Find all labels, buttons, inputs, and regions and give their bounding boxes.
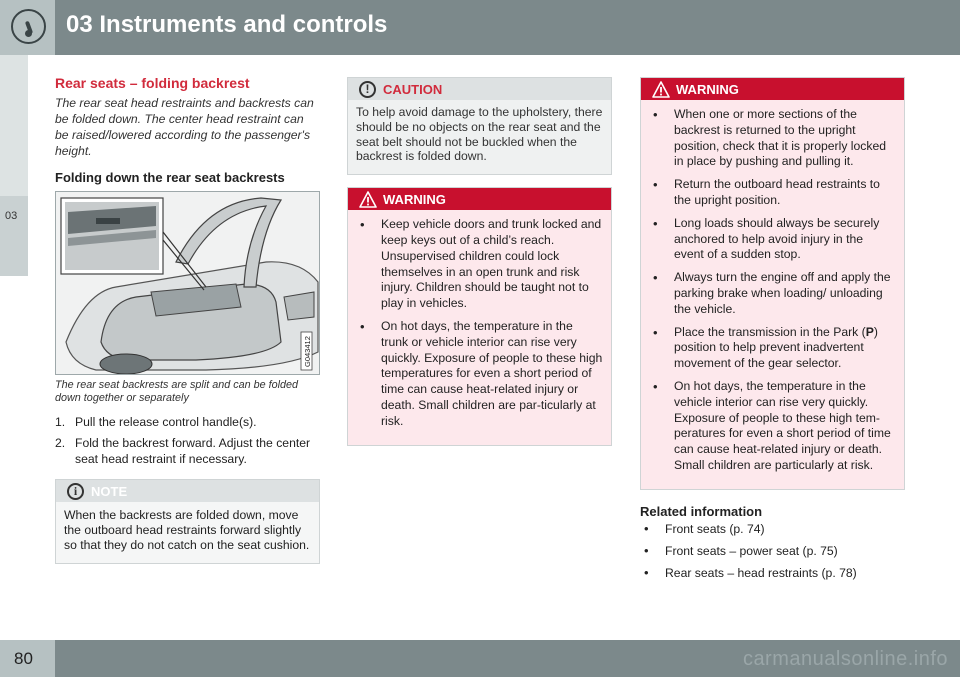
figure-code: G043412	[303, 336, 312, 367]
step-item	[55, 435, 320, 467]
warning-list	[348, 210, 611, 444]
park-gear-label: P	[865, 324, 874, 339]
related-link[interactable]: • Front seats (p. 74)	[640, 521, 905, 537]
caution-label: CAUTION	[383, 82, 443, 97]
page-header	[0, 0, 960, 55]
warning-box	[347, 187, 612, 445]
warning-item: • When one or more sections of the backrest is returned to the upright position, check that it is properly locked in place by pushing and pulling it.	[649, 107, 896, 170]
warning-text: Place the transmission in the Park (	[674, 324, 866, 339]
related-links	[640, 521, 905, 581]
warning-label: WARNING	[676, 82, 739, 97]
step-text: Fold the backrest forward. Adjust the center seat head restraint if necessary.	[75, 436, 311, 466]
info-icon: i	[67, 483, 84, 500]
chapter-icon-box	[0, 0, 55, 55]
warning-item: • Keep vehicle doors and trunk locked and keep keys out of a child’s reach. Unsupervised children could lock themselves in an open trunk and risk injury. Children should be taught not to play in vehicles.	[356, 217, 603, 312]
note-text: When the backrests are folded down, move the outboard head restraints forward slightly so that they do not catch on the seat cushion.	[56, 502, 319, 563]
warning-triangle-icon	[652, 81, 670, 98]
warning-item: • Long loads should always be securely anchored to help avoid injury in the event of a sudden stop.	[649, 216, 896, 263]
warning-item: • Return the outboard head restraints to the upright position.	[649, 177, 896, 209]
warning-list	[641, 100, 904, 489]
related-link[interactable]: • Front seats – power seat (p. 75)	[640, 543, 905, 559]
warning-box	[640, 77, 905, 490]
section-title: Rear seats – folding backrest	[55, 75, 250, 91]
warning-item: • On hot days, the temperature in the vehicle interior can rise very quickly. Exposure of people to these high tem-peratures for even a short period of time can cause heat-related injury or death. Small children are particularly at risk.	[649, 379, 896, 474]
intro-text: The rear seat head restraints and backrests can be folded down. The center head restraint can be raised/lowered according to the passenger's height.	[55, 96, 314, 158]
step-number: 1.	[55, 415, 66, 429]
warning-header	[348, 188, 611, 210]
steps-list	[55, 414, 320, 467]
chapter-tab-label: 03	[5, 210, 18, 222]
warning-item: • On hot days, the temperature in the trunk or vehicle interior can rise very quickly. Exposure of people to these high temperatures for even a short period of time can cause heat-related injury or death. Small children are par-ticularly at risk.	[356, 319, 603, 430]
note-header	[56, 480, 319, 502]
page-number-box	[0, 640, 55, 677]
warning-item: • Always turn the engine off and apply the parking brake when loading/ unloading the vehicle.	[649, 270, 896, 317]
caution-box	[347, 77, 612, 175]
related-info-title: Related information	[640, 503, 763, 519]
column-3	[640, 77, 905, 587]
step-number: 2.	[55, 436, 66, 450]
exclamation-icon: !	[359, 81, 376, 98]
chapter-tab-marker	[0, 196, 28, 276]
warning-text: ) position to help prevent inadvertent movement of the gear selector.	[674, 324, 878, 371]
column-1	[55, 75, 320, 564]
gauge-icon	[11, 9, 46, 44]
figure-caption: The rear seat backrests are split and can be folded down together or separately	[55, 379, 299, 404]
page-number: 80	[14, 649, 33, 668]
watermark: carmanualsonline.info	[742, 648, 948, 670]
step-item	[55, 414, 320, 430]
trunk-illustration	[55, 191, 320, 375]
warning-item	[649, 325, 896, 372]
subsection-title: Folding down the rear seat backrests	[55, 170, 285, 185]
warning-header	[641, 78, 904, 100]
note-label: NOTE	[91, 484, 128, 499]
related-link[interactable]: • Rear seats – head restraints (p. 78)	[640, 565, 905, 581]
page-footer	[0, 640, 960, 677]
warning-label: WARNING	[383, 192, 446, 208]
caution-text: To help avoid damage to the upholstery, there should be no objects on the rear seat and the seat belt should not be buckled when the backrest is folded down.	[348, 100, 611, 174]
trunk-drawing	[56, 192, 320, 375]
warning-triangle-icon	[359, 191, 377, 208]
step-text: Pull the release control handle(s).	[75, 415, 257, 429]
column-2	[347, 77, 612, 446]
chapter-title: 03 Instruments and controls	[66, 11, 388, 38]
caution-header	[348, 78, 611, 100]
note-box	[55, 479, 320, 564]
